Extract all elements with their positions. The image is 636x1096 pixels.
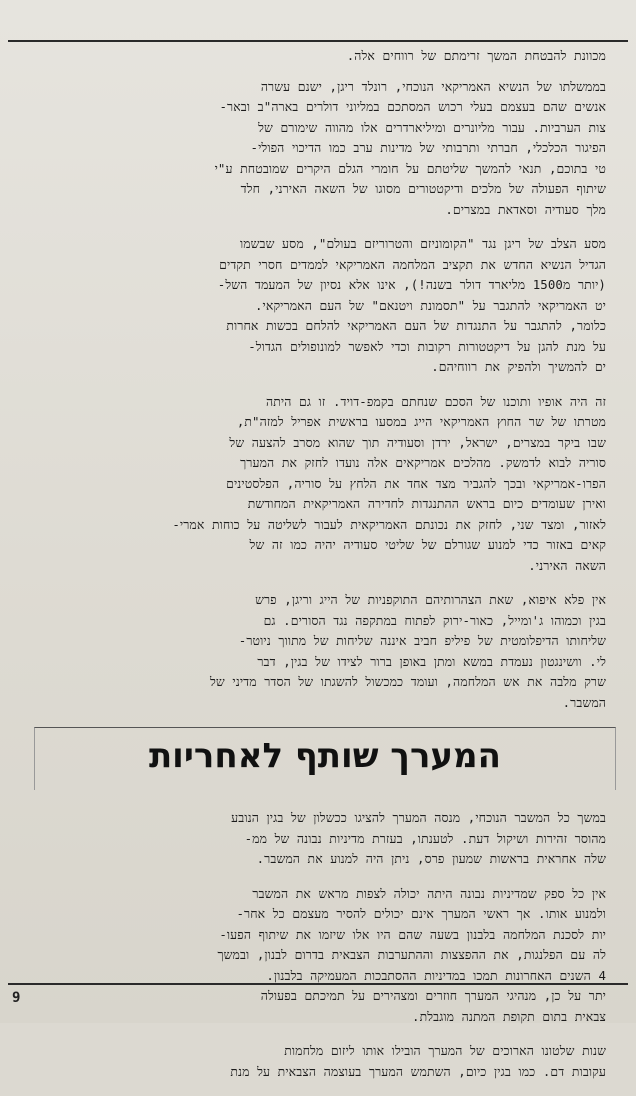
article-body <box>44 46 606 1096</box>
top-rule <box>8 40 628 42</box>
article-paragraph: אין כל ספק שמדיניות נבונה היתה יכולה לצפות מראש את המשבר ולמנוע אותו. אך ראשי המערך אינם יכולים להסיר מעצמם כל אחר- יות לסכנת המלחמה בלבנון בשעה שהם היו אלו שיזמו את שיתוף הפעו- לה עם הפלנגות, את ההפצצות וההתערבות הצבאית בדרום לבנון, ובמשך 4 השנים האחרונות תמכו במדיניות ההסתבכות המעמיקה בלבנון. יתר על כן, מנהיגי המערך חוזרים ומצהירים על תמיכתם בפעולה צבאית בתום תקופת המתנה מוגבלת. <box>217 885 606 1024</box>
bottom-rule <box>8 983 628 985</box>
page-number: 9 <box>12 990 21 1006</box>
article-paragraph: זה היה אופיו ותוכנו של הסכם שנחתם בקמפ-דויד. זו גם היתה מטרתו של שר החוץ האמריקאי הייג במסעו בראשית אפריל למזה"ת, שבו ביקר במצרים, ישראל, ירדן וסעודיה תוך שהוא מסרב להצעה של סוריה לבוא לדמשק. מהלכים אמריקאים אלה נועדו לחזק את המערך הפרו-אמריקאי ובכך להגביר מצד אחד את הלחץ על סוריה, הפלסטינים ואירן שעומדים כיום בראש ההתנגדות לחדירה האמריקאית המחודשת לאזור, ומצד שני, לחזק את נכונתם האמריקאית לעבור לשליטה על כוחות אמרי- קאים באזור כדי למנוע שגורלם של שליטי סעודיה יהיה כמו זה של השאה האירני. <box>172 393 606 573</box>
article-paragraph: שנות שלטונו הארוכים של המערך הובילו אותו ליזום מלחמות עקובות דם. כמו בגין כיום, השתמש המערך בעוצמה הצבאית על מנת <box>230 1043 606 1079</box>
section-headline: המערך שותף לאחריות <box>148 736 502 776</box>
article-paragraph: אין פלא איפוא, שאת הצהרותיהם התוקפניות של הייג וריגן, פרש בגין וכמוהו ג'ומייל, כאור-ירוק לפתוח במתקפה נגד הסורים. גם שליחותו הדיפלומטית של פיליפ חביב איננה שליחות של מתווך ניוטר- לי. וושינגטון נעמדת במשא ומתן באופן ברור לצידו של בגין, דבר שרק מלבה את אש המלחמה, ועומד כמכשול להשגתו של הסדר מדיני של המשבר. <box>210 592 606 710</box>
article-paragraph: בממשלתו של הנשיא האמריקאי הנוכחי, רונלד ריגן, ישנם עשרה אנשים שהם בעצמם בעלי רכוש המסתכם במליוני דולרים בארה"ב ובאר- צות הערביות. עבור מליונרים ומיליארדרים אלו מהווה שימורם של הפיגור הכלכלי, חברתי ותרבותי של מדינות ערב כמו הדיכוי הפולי- טי בתוכם, תנאי להמשך שליטתם על חומרי הגלם היקרים שמובטחת ע"י שיתוף הפעולה של מלכים ודיקטטורים מסוגו של השאה האירני, חלד מלך סעודיה וסאדאת במצרים. <box>214 78 606 217</box>
headline-box <box>34 727 616 790</box>
article-paragraph: מכוונת להבטחת המשך זרימתם של רווחים אלה. <box>346 48 606 63</box>
article-paragraph: במשך כל המשבר הנוכחי, מנסה המערך להציגו ככשלון של בגין הנובע מהוסר זהירות ושיקול דעת. לטענתו, בעזרת מדיניות נבונה של ממ- שלה אחראית בראשות שמעון פרס, ניתן היה למנוע את המשבר. <box>231 810 606 866</box>
article-paragraph: מסע הצלב של ריגן נגד "הקומוניזם והטרוריזם בעולם", מסע שבשמו הגדיל הנשיא החדש את תקציב המלחמה האמריקאי לממדים חסרי תקדים (יותר מ1500 מליארד דולר בשנה!), אינו אלא נסיון של המעמד השל- יט האמריקאי להתגבר על "תסמונת ויטנאם" של העם האמריקאי. כלומר, להתגבר על התנגדות של העם האמריקאי להלחם בכשות אחרות על מנת להגן על דיקטטורות רקובות וכדי לאפשר למונופולים הגדול- ים להמשיך ולהפיק את רווחיהם. <box>217 236 606 374</box>
